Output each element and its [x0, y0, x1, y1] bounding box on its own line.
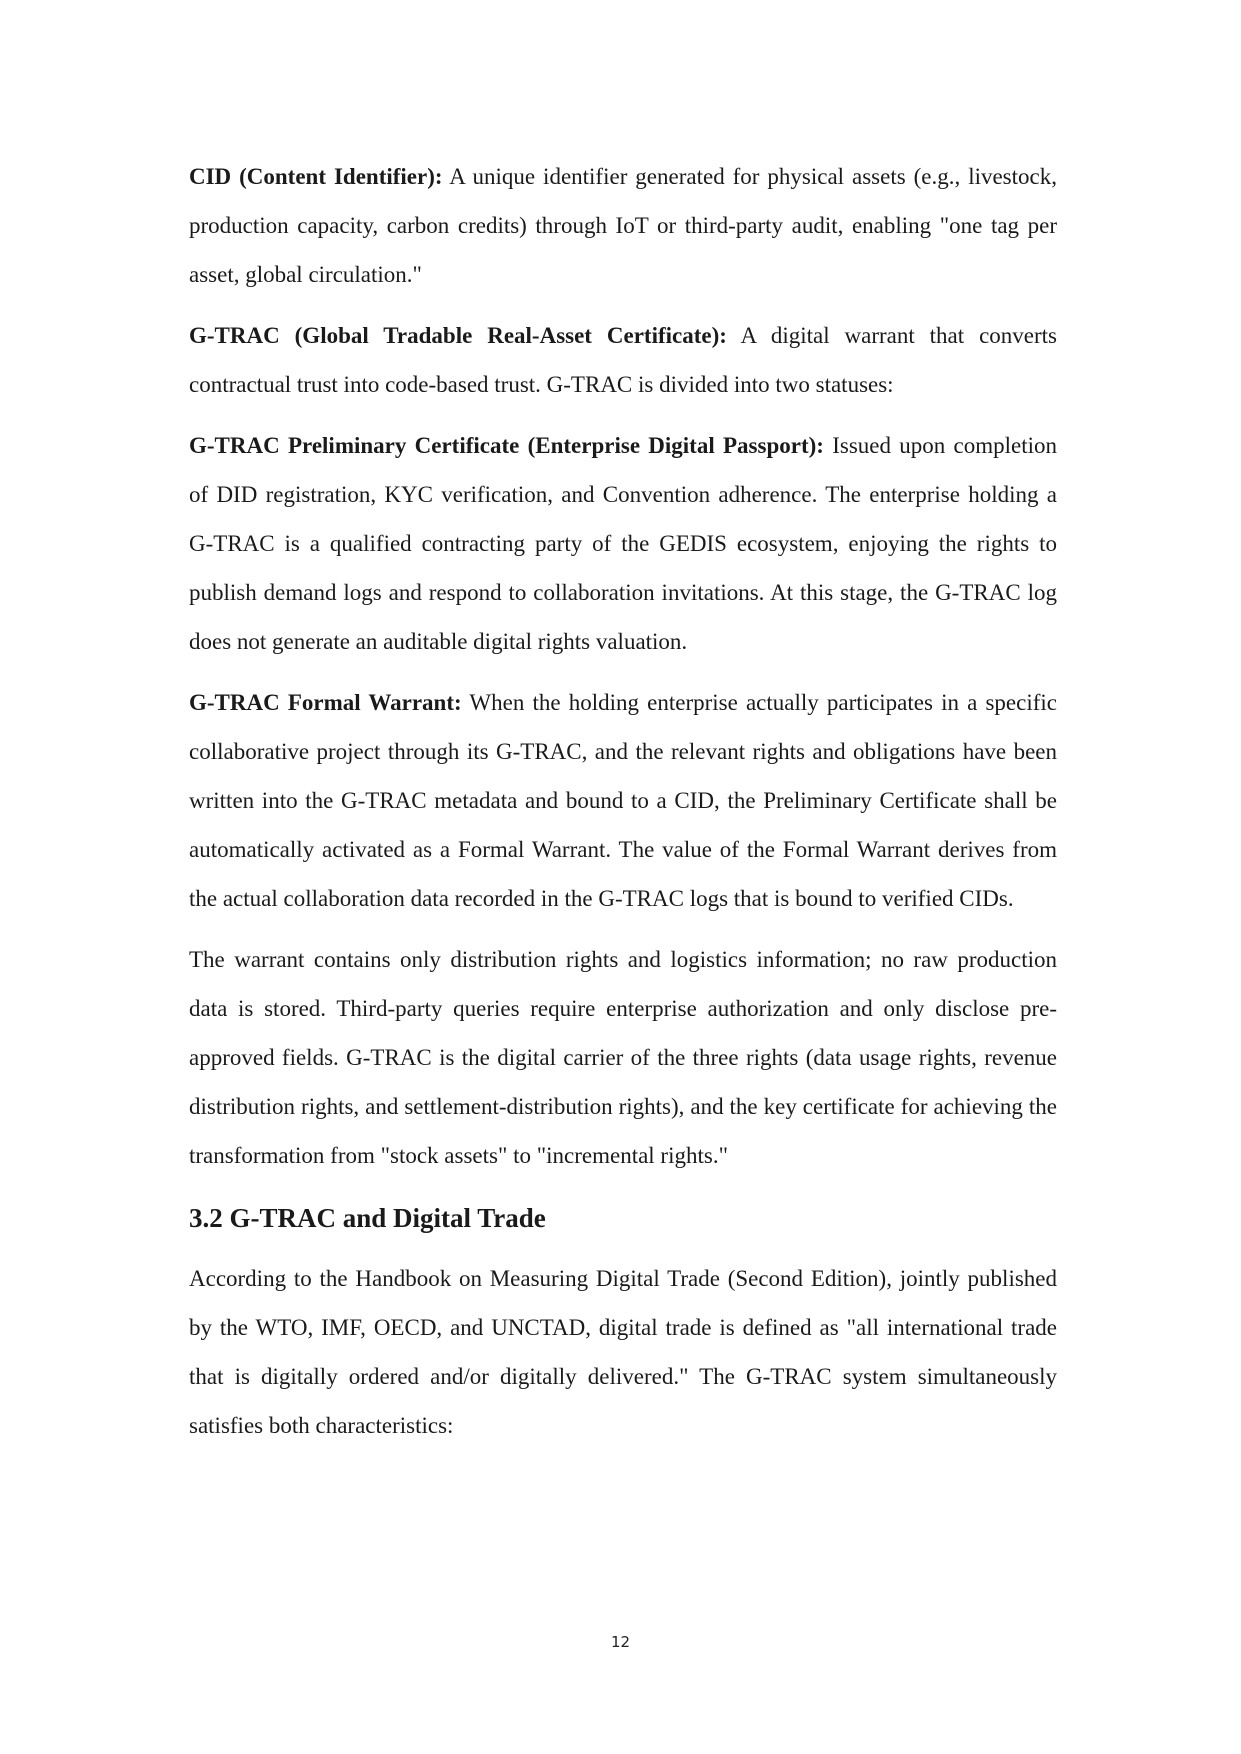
definition-gtrac [189, 311, 1057, 409]
warrant-paragraph: The warrant contains only distribution rights and logistics information; no raw production data is stored. Third-party queries require enterprise authorization and only disclose pre-approved fields. G-TRAC is the digital carrier of the three rights (data usage rights, revenue distribution rights, and settlement-distribution rights), and the key certificate for achieving the transformation from "stock assets" to "incremental rights." [189, 947, 1057, 1168]
definition-term: G-TRAC (Global Tradable Real-Asset Certificate): [189, 323, 727, 348]
definition-cid [189, 152, 1057, 299]
page-number: 12 [610, 1633, 631, 1651]
definition-term: G-TRAC Formal Warrant: [189, 690, 462, 715]
definition-term: G-TRAC Preliminary Certificate (Enterprise Digital Passport): [189, 433, 824, 458]
definition-text: Issued upon completion of DID registration, KYC verification, and Convention adherence. The enterprise holding a G-TRAC is a qualified contracting party of the GEDIS ecosystem, enjoying the rights to publish demand logs and respond to collaboration invitations. At this stage, the G-TRAC log does not generate an auditable digital rights valuation. [189, 433, 1057, 654]
section-heading: 3.2 G-TRAC and Digital Trade [189, 1203, 546, 1233]
section-paragraph: According to the Handbook on Measuring Digital Trade (Second Edition), jointly published by the WTO, IMF, OECD, and UNCTAD, digital trade is defined as "all international trade that is digitally ordered and/or digitally delivered." The G-TRAC system simultaneously satisfies both characteristics: [189, 1266, 1057, 1438]
definition-term: CID (Content Identifier): [189, 164, 443, 189]
document-page [189, 152, 1057, 1462]
definition-text: A unique identifier generated for physical assets (e.g., livestock, production capacity, carbon credits) through IoT or third-party audit, enabling "one tag per asset, global circulation." [189, 164, 1057, 287]
definition-text: A digital warrant that converts contractual trust into code-based trust. G-TRAC is divided into two statuses: [189, 323, 1057, 397]
definition-formal-warrant [189, 678, 1057, 923]
definition-preliminary-certificate [189, 421, 1057, 666]
definition-text: When the holding enterprise actually participates in a specific collaborative project through its G-TRAC, and the relevant rights and obligations have been written into the G-TRAC metadata and bound to a CID, the Preliminary Certificate shall be automatically activated as a Formal Warrant. The value of the Formal Warrant derives from the actual collaboration data recorded in the G-TRAC logs that is bound to verified CIDs. [189, 690, 1057, 911]
